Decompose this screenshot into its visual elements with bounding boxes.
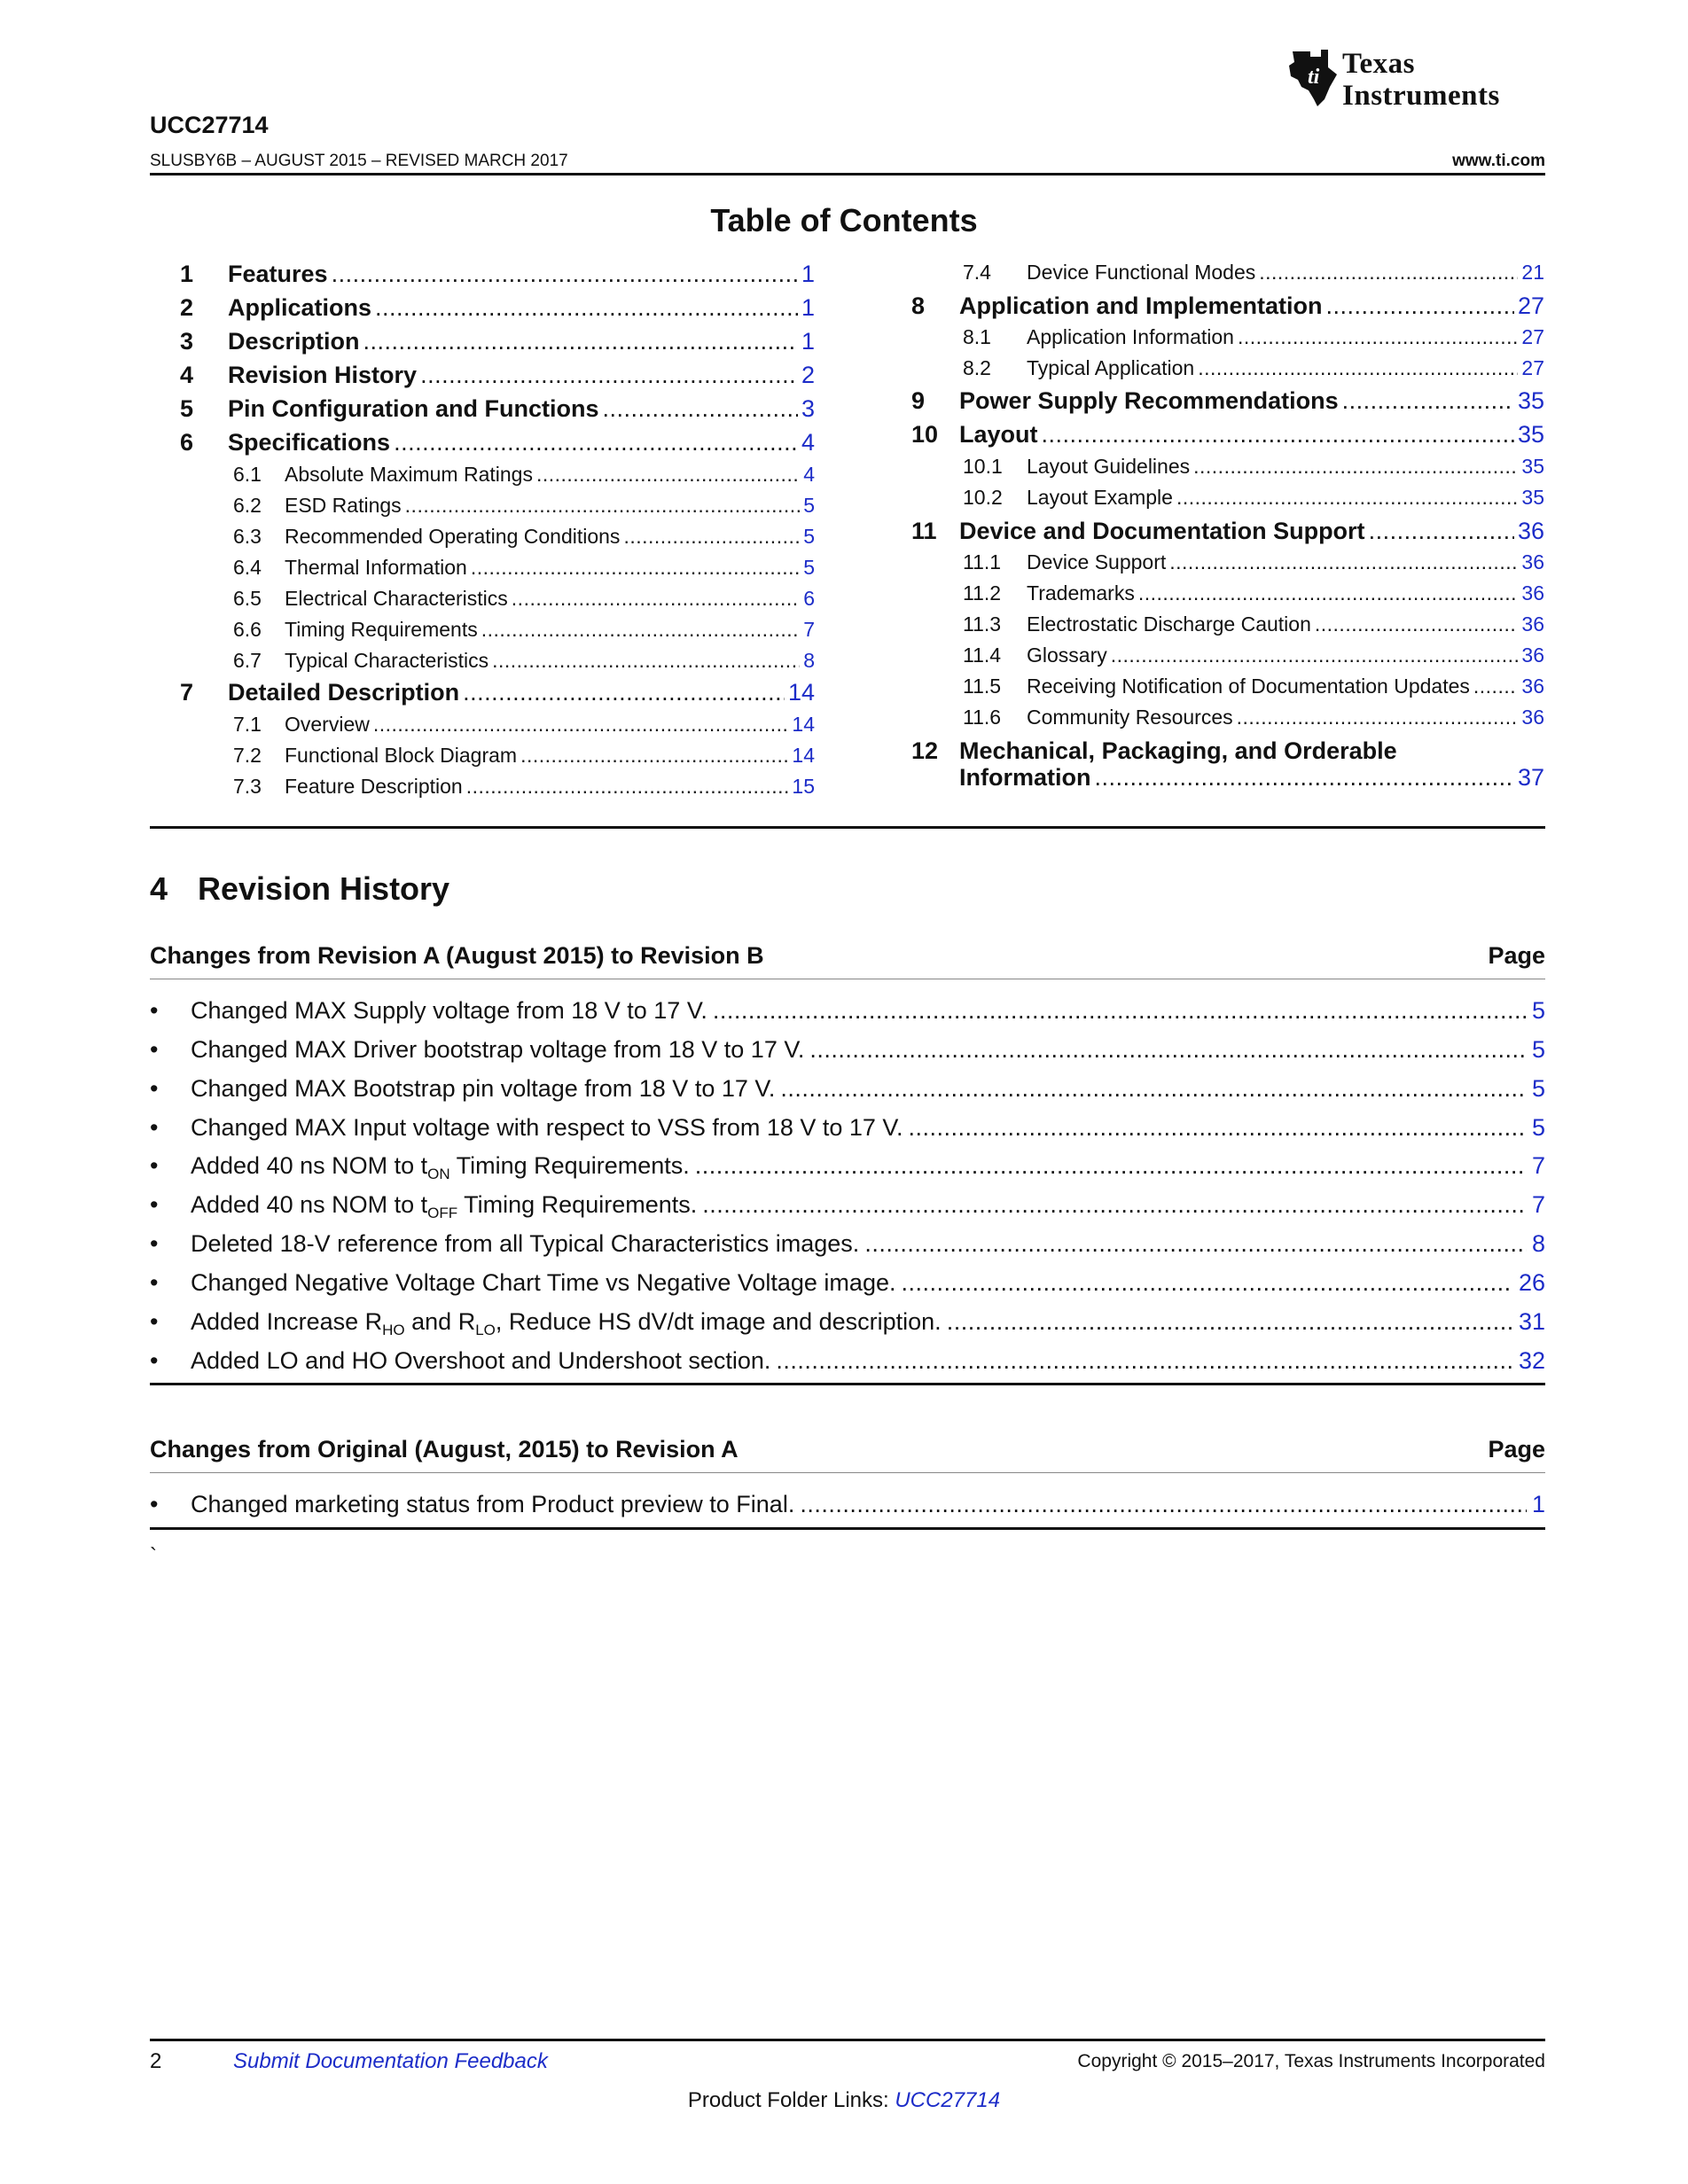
toc-leader-dots (420, 362, 798, 389)
toc-entry-page[interactable]: 14 (792, 744, 815, 767)
leader-dots (864, 1230, 1527, 1258)
toc-entry-label: Application Information (1027, 325, 1234, 348)
change-page-link[interactable]: 5 (1531, 1036, 1545, 1063)
toc-entry-number: 7.1 (233, 713, 262, 736)
toc-entry-label: Features (228, 261, 328, 287)
toc-entry-page[interactable]: 2 (801, 362, 815, 388)
toc-entry-number: 3 (180, 328, 194, 355)
toc-leader-dots (512, 587, 800, 611)
change-item (150, 1036, 1545, 1064)
toc-entry-page[interactable]: 35 (1517, 421, 1544, 448)
toc-entry[interactable] (963, 581, 1544, 605)
toc-entry-number: 11.4 (963, 644, 1002, 667)
toc-entry-page[interactable]: 21 (1521, 261, 1544, 284)
toc-leader-dots (1326, 292, 1514, 320)
toc-entry-page[interactable]: 14 (792, 713, 815, 736)
toc-leader-dots (394, 429, 798, 456)
toc-entry-number: 12 (911, 737, 939, 764)
toc-entry-page[interactable]: 27 (1521, 325, 1544, 348)
toc-leader-dots (1138, 581, 1519, 605)
footer-rule (150, 2039, 1545, 2041)
change-text (191, 1114, 903, 1142)
toc-leader-dots (375, 294, 798, 322)
toc-entry-number: 8.2 (963, 356, 991, 379)
change-text (191, 1230, 859, 1258)
toc-entry[interactable] (233, 463, 815, 487)
bullet: • (150, 1269, 159, 1296)
change-page-link[interactable]: 26 (1518, 1269, 1545, 1296)
change-text (191, 1347, 770, 1375)
toc-leader-dots (602, 395, 798, 423)
change-text (191, 1269, 895, 1297)
toc-entry[interactable] (963, 675, 1544, 698)
toc-entry-page[interactable]: 5 (803, 525, 815, 548)
leader-dots (800, 1491, 1527, 1518)
change-item (150, 1191, 1545, 1219)
toc-entry-page[interactable]: 36 (1521, 644, 1544, 667)
toc-leader-dots (1198, 356, 1518, 380)
toc-entry-label: Functional Block Diagram (285, 744, 518, 767)
change-text (191, 1308, 942, 1336)
change-text-part: Changed MAX Input voltage with respect to VSS from 18 V to 17 V. (191, 1114, 903, 1141)
toc-entry[interactable] (180, 679, 815, 706)
leader-dots (776, 1347, 1513, 1375)
subscript: ON (427, 1166, 450, 1182)
toc-entry-number: 1 (180, 261, 194, 287)
logo-line2: Instruments (1342, 80, 1500, 112)
subscript: OFF (427, 1205, 458, 1221)
change-text-part: Timing Requirements. (449, 1152, 690, 1179)
toc-entry-label: Applications (228, 294, 372, 321)
toc-entry-page[interactable]: 36 (1521, 675, 1544, 698)
changes-group-title: Changes from Revision A (August 2015) to Revision B (150, 942, 764, 969)
toc-entry-label: Description (228, 328, 360, 355)
bullet: • (150, 1230, 159, 1257)
changes-group-header (150, 942, 1545, 970)
toc-entry-label: Layout Guidelines (1027, 455, 1191, 478)
toc-entry-label: Mechanical, Packaging, and Orderable (959, 737, 1397, 764)
toc-entry[interactable] (963, 325, 1544, 349)
toc-leader-dots (332, 261, 798, 288)
change-text-part: Timing Requirements. (457, 1191, 698, 1218)
change-text (191, 1152, 690, 1180)
toc-leader-dots (481, 618, 800, 642)
product-folder-link[interactable]: UCC27714 (895, 2088, 1001, 2112)
toc-entry-page[interactable]: 5 (803, 556, 815, 579)
toc-entry-page[interactable]: 15 (792, 775, 815, 798)
change-text-part: and R (404, 1308, 476, 1335)
toc-leader-dots (1193, 455, 1518, 479)
leader-dots (780, 1075, 1527, 1103)
toc-leader-dots (471, 556, 800, 580)
change-text (191, 1036, 804, 1064)
toc-entry-page[interactable]: 3 (801, 395, 815, 422)
toc-entry-page[interactable]: 36 (1521, 581, 1544, 604)
toc-entry[interactable] (911, 292, 1544, 320)
toc-entry-page[interactable]: 36 (1521, 550, 1544, 573)
toc-leader-dots (363, 328, 798, 355)
toc-entry-number: 6.6 (233, 618, 262, 641)
toc-entry-label: Thermal Information (285, 556, 467, 579)
toc-entry-label: Specifications (228, 429, 391, 456)
toc-entry[interactable] (911, 518, 1544, 545)
toc-entry-number: 7.2 (233, 744, 262, 767)
change-page-link[interactable]: 8 (1531, 1230, 1545, 1257)
change-page-link[interactable]: 5 (1531, 997, 1545, 1024)
toc-entry-label: Detailed Description (228, 679, 460, 706)
toc-entry-label: Timing Requirements (285, 618, 478, 641)
header-rule (150, 173, 1545, 176)
toc-entry-number: 6.5 (233, 587, 262, 610)
bullet: • (150, 1152, 159, 1179)
toc-entry-page[interactable]: 1 (801, 261, 815, 287)
change-item (150, 1491, 1545, 1518)
toc-entry-number: 10.1 (963, 455, 1003, 478)
toc-entry-number: 10.2 (963, 486, 1003, 509)
toc-entry-page[interactable]: 6 (803, 587, 815, 610)
toc-entry-label: Information (959, 764, 1091, 791)
change-text (191, 1075, 775, 1103)
toc-entry[interactable] (180, 395, 815, 423)
leader-dots (809, 1036, 1527, 1064)
toc-entry-label: Overview (285, 713, 370, 736)
toc-leader-dots (1342, 387, 1514, 415)
toc-entry-label: Application and Implementation (959, 292, 1323, 319)
toc-leader-dots (373, 713, 789, 737)
change-text-part: Added Increase R (191, 1308, 383, 1335)
bullet: • (150, 1114, 159, 1141)
toc-entry-label: Electrostatic Discharge Caution (1027, 612, 1311, 636)
change-text-part: Added 40 ns NOM to t (191, 1152, 428, 1179)
changes-group-header (150, 1436, 1545, 1463)
toc-entry-number: 6.4 (233, 556, 262, 579)
copyright: Copyright © 2015–2017, Texas Instruments Incorporated (1077, 2051, 1545, 2071)
leader-dots (702, 1191, 1527, 1219)
ti-logo (1287, 46, 1544, 110)
toc-entry-label: Device Functional Modes (1027, 261, 1256, 284)
leader-dots (713, 997, 1527, 1025)
toc-entry-page[interactable]: 37 (1517, 764, 1544, 791)
bullet: • (150, 1191, 159, 1218)
toc-entry-number: 6 (180, 429, 194, 456)
toc-entry[interactable] (233, 775, 815, 799)
toc-entry-page[interactable]: 14 (787, 679, 815, 706)
toc-entry-number: 6.2 (233, 494, 262, 517)
toc-entry-label: ESD Ratings (285, 494, 402, 517)
toc-entry[interactable] (911, 421, 1544, 448)
change-item (150, 1114, 1545, 1142)
toc-leader-dots (492, 649, 800, 673)
toc-entry[interactable] (233, 587, 815, 611)
change-text-part: Changed MAX Bootstrap pin voltage from 18 V to 17 V. (191, 1075, 776, 1102)
toc-entry-page[interactable]: 1 (801, 328, 815, 355)
bullet: • (150, 997, 159, 1024)
change-text-part: Deleted 18-V reference from all Typical Characteristics images. (191, 1230, 860, 1257)
toc-entry-number: 4 (180, 362, 194, 388)
change-text-part: Added 40 ns NOM to t (191, 1191, 428, 1218)
toc-entry[interactable] (233, 494, 815, 518)
change-page-link[interactable]: 5 (1531, 1075, 1545, 1102)
toc-leader-dots (405, 494, 801, 518)
toc-entry-label: Pin Configuration and Functions (228, 395, 599, 422)
toc-entry-page[interactable]: 27 (1521, 356, 1544, 379)
toc-entry[interactable] (963, 356, 1544, 380)
toc-entry[interactable] (233, 649, 815, 673)
change-text-part: Added LO and HO Overshoot and Undershoot section. (191, 1347, 771, 1374)
toc-leader-dots (1473, 675, 1519, 698)
toc-entry-page[interactable]: 36 (1521, 612, 1544, 636)
product-folder-label: Product Folder Links: (687, 2088, 895, 2112)
toc-entry-page[interactable]: 7 (803, 618, 815, 641)
part-number: UCC27714 (150, 112, 269, 138)
toc-entry[interactable] (911, 737, 1544, 765)
changes-end-rule (150, 1527, 1545, 1530)
toc-entry[interactable] (180, 429, 815, 456)
page-column-label: Page (1488, 1436, 1545, 1462)
toc-leader-dots (1259, 261, 1518, 285)
stray-mark: ` (150, 1544, 157, 1568)
toc-entry-number: 7 (180, 679, 194, 706)
leader-dots (908, 1114, 1527, 1142)
toc-entry-page[interactable]: 4 (803, 463, 815, 486)
toc-leader-dots (1369, 518, 1514, 545)
change-item (150, 1347, 1545, 1375)
change-page-link[interactable]: 7 (1531, 1191, 1545, 1218)
changes-group-title: Changes from Original (August, 2015) to Revision A (150, 1436, 738, 1462)
toc-entry[interactable] (180, 294, 815, 322)
change-item (150, 1269, 1545, 1297)
bullet: • (150, 1491, 159, 1517)
toc-entry-number: 7.3 (233, 775, 262, 798)
change-page-link[interactable]: 32 (1518, 1347, 1545, 1374)
toc-entry[interactable] (963, 261, 1544, 285)
toc-title: Table of Contents (710, 202, 978, 238)
feedback-link[interactable]: Submit Documentation Feedback (233, 2049, 548, 2073)
leader-dots (947, 1308, 1513, 1336)
toc-entry-label: Recommended Operating Conditions (285, 525, 621, 548)
change-item (150, 997, 1545, 1025)
leader-dots (901, 1269, 1512, 1297)
toc-entry[interactable] (180, 328, 815, 355)
toc-entry-label: Device Support (1027, 550, 1167, 573)
change-text (191, 1491, 794, 1518)
change-item (150, 1152, 1545, 1180)
leader-dots (695, 1152, 1527, 1180)
toc-entry-number: 6.7 (233, 649, 262, 672)
subscript: HO (382, 1322, 405, 1338)
change-text-part: Changed MAX Driver bootstrap voltage from 18 V to 17 V. (191, 1036, 805, 1063)
toc-entry-page[interactable]: 36 (1517, 518, 1544, 544)
toc-entry-number: 11.3 (963, 612, 1002, 636)
toc-entry-label: Trademarks (1027, 581, 1135, 604)
page-column-label: Page (1488, 942, 1545, 969)
doc-revision: SLUSBY6B – AUGUST 2015 – REVISED MARCH 2017 (150, 152, 568, 170)
toc-entry-page[interactable]: 5 (803, 494, 815, 517)
toc-entry[interactable] (911, 387, 1544, 415)
toc-entry-page[interactable]: 8 (803, 649, 815, 672)
bullet: • (150, 1036, 159, 1063)
revision-history-heading (150, 870, 449, 908)
toc-entry-page[interactable]: 27 (1517, 292, 1544, 319)
logo-line1: Texas (1342, 48, 1415, 80)
change-text (191, 1191, 697, 1219)
toc-entry[interactable] (233, 556, 815, 580)
toc-entry[interactable] (963, 550, 1544, 574)
toc-leader-dots (536, 463, 800, 487)
change-page-link[interactable]: 5 (1531, 1114, 1545, 1141)
toc-entry[interactable] (963, 455, 1544, 479)
change-page-link[interactable]: 31 (1518, 1308, 1545, 1335)
bullet: • (150, 1308, 159, 1335)
toc-entry[interactable] (233, 618, 815, 642)
toc-entry-page[interactable]: 35 (1521, 486, 1544, 509)
toc-entry-number: 6.3 (233, 525, 262, 548)
toc-entry-label: Community Resources (1027, 706, 1233, 729)
bullet: • (150, 1075, 159, 1102)
toc-entry-label: Electrical Characteristics (285, 587, 508, 610)
changes-header-rule (150, 1472, 1545, 1473)
toc-leader-dots (1176, 486, 1518, 510)
site-link[interactable]: www.ti.com (1452, 152, 1545, 170)
svg-text:ti: ti (1308, 66, 1320, 89)
toc-entry-label: Glossary (1027, 644, 1107, 667)
toc-entry-page[interactable]: 4 (801, 429, 815, 456)
change-item (150, 1075, 1545, 1103)
toc-leader-dots (520, 744, 788, 768)
toc-leader-dots (1111, 644, 1519, 667)
change-text-part: Changed Negative Voltage Chart Time vs Negative Voltage image. (191, 1269, 896, 1296)
toc-entry-number: 8 (911, 292, 926, 319)
bullet: • (150, 1347, 159, 1374)
toc-entry-label: Typical Application (1027, 356, 1195, 379)
toc-entry-label: Typical Characteristics (285, 649, 489, 672)
change-item (150, 1230, 1545, 1258)
change-text (191, 997, 707, 1025)
toc-leader-dots (1095, 764, 1514, 792)
toc-entry[interactable] (233, 713, 815, 737)
toc-entry[interactable] (233, 744, 815, 768)
change-text-part: Changed MAX Supply voltage from 18 V to 17 V. (191, 997, 707, 1024)
toc-entry-label: Receiving Notification of Documentation Updates (1027, 675, 1470, 698)
toc-leader-dots (1169, 550, 1518, 574)
toc-entry[interactable] (963, 486, 1544, 510)
toc-entry-label: Revision History (228, 362, 418, 388)
toc-entry-label: Feature Description (285, 775, 463, 798)
product-folder-links (0, 2088, 1688, 2113)
toc-leader-dots (1237, 706, 1519, 729)
toc-entry[interactable] (911, 764, 1544, 792)
toc-entry[interactable] (233, 525, 815, 549)
toc-entry-number: 7.4 (963, 261, 991, 284)
toc-entry-page[interactable]: 1 (801, 294, 815, 321)
toc-entry-number: 11.6 (963, 706, 1002, 729)
toc-entry[interactable] (963, 644, 1544, 667)
toc-entry-label: Device and Documentation Support (959, 518, 1365, 544)
toc-entry-number: 10 (911, 421, 939, 448)
toc-entry-number: 8.1 (963, 325, 991, 348)
section-title: Revision History (198, 870, 450, 907)
toc-entry-number: 9 (911, 387, 926, 414)
toc-entry[interactable] (963, 612, 1544, 636)
toc-leader-dots (623, 525, 800, 549)
toc-entry[interactable] (180, 362, 815, 389)
toc-entry[interactable] (180, 261, 815, 288)
change-page-link[interactable]: 7 (1531, 1152, 1545, 1179)
change-page-link[interactable]: 1 (1531, 1491, 1545, 1517)
toc-entry-page[interactable]: 36 (1521, 706, 1544, 729)
change-text-part: Changed marketing status from Product preview to Final. (191, 1491, 795, 1517)
toc-leader-dots (1315, 612, 1519, 636)
toc-entry-number: 2 (180, 294, 194, 321)
changes-end-rule (150, 1383, 1545, 1385)
toc-entry-label: Power Supply Recommendations (959, 387, 1339, 414)
toc-entry-number: 11.2 (963, 581, 1002, 604)
toc-entry-number: 5 (180, 395, 194, 422)
toc-entry-number: 6.1 (233, 463, 262, 486)
toc-leader-dots (463, 679, 785, 706)
toc-leader-dots (466, 775, 789, 799)
toc-entry-label: Layout Example (1027, 486, 1173, 509)
toc-entry-page[interactable]: 35 (1521, 455, 1544, 478)
toc-entry-page[interactable]: 35 (1517, 387, 1544, 414)
toc-entry[interactable] (963, 706, 1544, 729)
change-text-part: , Reduce HS dV/dt image and description. (495, 1308, 942, 1335)
toc-leader-dots (1238, 325, 1518, 349)
toc-entry-label: Layout (959, 421, 1038, 448)
toc-entry-label: Absolute Maximum Ratings (285, 463, 533, 486)
ti-logo-icon (1287, 48, 1340, 108)
toc-entry-number: 11.1 (963, 550, 1002, 573)
change-item (150, 1308, 1545, 1336)
section-number: 4 (150, 870, 168, 907)
toc-entry-number: 11.5 (963, 675, 1002, 698)
toc-leader-dots (1042, 421, 1514, 448)
subscript: LO (475, 1322, 496, 1338)
toc-entry-number: 11 (911, 518, 937, 544)
toc-bottom-rule (150, 826, 1545, 829)
page-number: 2 (150, 2049, 162, 2073)
